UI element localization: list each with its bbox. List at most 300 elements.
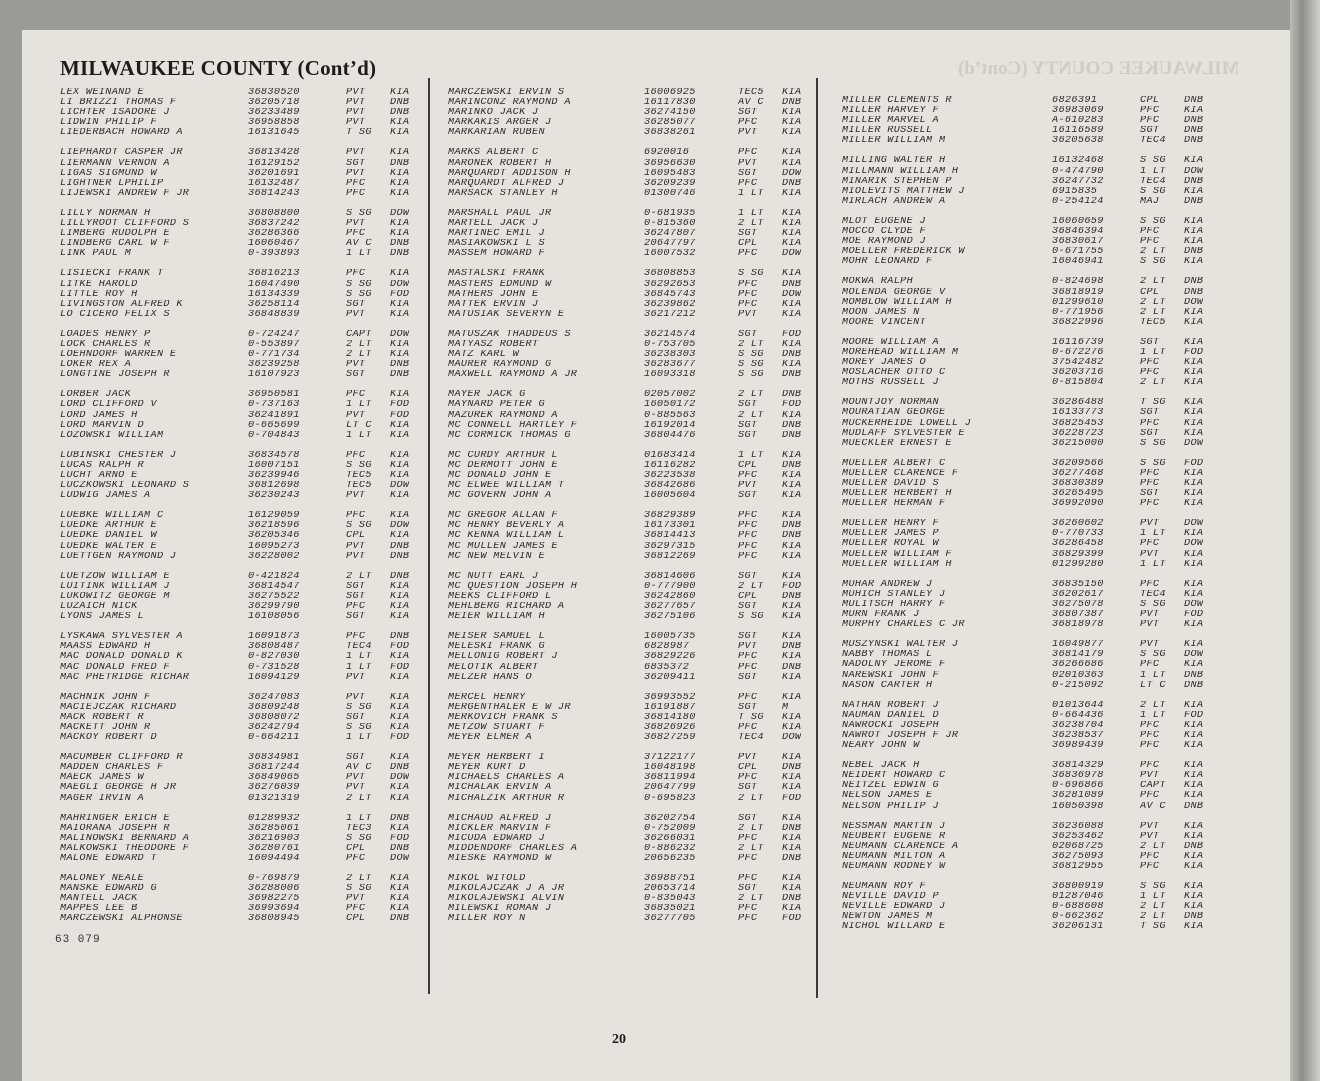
roster-row [448, 330, 801, 340]
status-code: DOW [390, 854, 410, 864]
soldier-name: MALONE EDWARD T [60, 854, 157, 864]
roster-row [448, 481, 801, 491]
roster-row [60, 703, 409, 713]
roster-row [842, 701, 1203, 711]
soldier-name: LITKE HAROLD [60, 279, 138, 290]
soldier-name: MOON JAMES N [842, 307, 920, 318]
roster-row [842, 671, 1203, 681]
soldier-name: NEARY JOHN W [842, 741, 920, 752]
soldier-name: LUITINK WILLIAM J [60, 581, 170, 592]
roster-row [842, 731, 1203, 741]
roster-row [842, 288, 1203, 298]
soldier-name: MACKETT JOHN R [60, 722, 151, 733]
serial-number: 01013644 [1052, 700, 1104, 711]
status-code: DOW [390, 521, 410, 532]
status-code: KIA [782, 269, 802, 280]
soldier-name: MUDLAFF SYLVESTER E [842, 428, 965, 439]
roster-row [842, 741, 1203, 751]
roster-row [842, 378, 1203, 388]
soldier-name: MARQUARDT ALFRED J [448, 178, 565, 189]
rank: PVT [346, 551, 366, 562]
serial-number: 6826391 [1052, 96, 1098, 106]
serial-number: 0-827030 [248, 652, 300, 663]
soldier-name: NABBY THOMAS L [842, 650, 933, 661]
status-code: DNB [1184, 247, 1204, 258]
soldier-name: MOHR LEONARD F [842, 257, 933, 268]
roster-row [842, 791, 1203, 801]
soldier-name: MOSLACHER OTTO C [842, 368, 946, 379]
rank: SGT [738, 108, 758, 119]
soldier-name: NEVILLE DAVID P [842, 892, 939, 903]
serial-number: 0-753705 [644, 339, 696, 350]
soldier-name: MUELLER WILLIAM F [842, 549, 952, 560]
serial-number: 16173301 [644, 521, 696, 532]
serial-number: 36280761 [248, 843, 300, 854]
rank: T SG [738, 712, 764, 723]
serial-number: 16134339 [248, 289, 300, 300]
roster-group [842, 398, 1203, 448]
status-code: KIA [782, 299, 802, 310]
status-code: DNB [390, 813, 410, 824]
soldier-name: LUKOWITZ GEORGE M [60, 591, 170, 602]
serial-number: 01321319 [248, 793, 300, 804]
status-code: KIA [390, 652, 410, 663]
serial-number: 0-704843 [248, 430, 300, 441]
soldier-name: MAC DONALD FRED F [60, 662, 170, 673]
status-code: DNB [782, 430, 802, 441]
roster-group [842, 580, 1203, 630]
rank: PFC [346, 904, 366, 915]
roster-row [60, 159, 409, 169]
serial-number: 01299610 [1052, 297, 1104, 308]
roster-row [60, 360, 409, 370]
rank: SGT [738, 632, 758, 643]
status-code: KIA [390, 581, 410, 592]
roster-row [60, 753, 409, 763]
roster-row [448, 511, 801, 521]
rank: AV C [1140, 801, 1166, 812]
serial-number: 16005604 [644, 491, 696, 502]
serial-number: 36838261 [644, 128, 696, 139]
rank: PFC [1140, 741, 1160, 752]
rank: S SG [346, 833, 372, 844]
rank: PVT [738, 642, 758, 653]
roster-row [60, 511, 409, 521]
status-code: KIA [390, 783, 410, 794]
rank: 1 LT [346, 249, 372, 260]
status-code: DNB [390, 571, 410, 582]
serial-number: 36238704 [1052, 720, 1104, 731]
roster-row [448, 189, 801, 199]
serial-number: 36286366 [248, 229, 300, 240]
rank: TEC4 [1140, 136, 1166, 147]
roster-row [60, 148, 409, 158]
soldier-name: MC CURDY ARTHUR L [448, 450, 558, 461]
roster-group [60, 148, 409, 198]
status-code: FOD [782, 329, 802, 340]
rank: S SG [1140, 438, 1166, 449]
soldier-name: LI BRIZZI THOMAS F [60, 98, 177, 109]
rank: SGT [738, 602, 758, 613]
status-code: KIA [390, 450, 410, 461]
roster-group [448, 330, 801, 380]
rank: PFC [346, 269, 366, 280]
roster-row [448, 219, 801, 229]
rank: SGT [738, 229, 758, 240]
page-edge [1290, 0, 1320, 1081]
serial-number: 0-665699 [248, 420, 300, 431]
rank: PFC [346, 188, 366, 199]
roster-row [448, 612, 801, 622]
status-code: FOD [390, 289, 410, 300]
serial-number: 36818919 [1052, 287, 1104, 298]
roster-row [60, 461, 409, 471]
rank: CPL [346, 914, 366, 925]
roster-row [448, 874, 801, 884]
soldier-name: NEWTON JAMES M [842, 912, 933, 923]
rank: S SG [1140, 156, 1166, 167]
serial-number: 16050398 [1052, 801, 1104, 812]
rank: PVT [1140, 821, 1160, 832]
status-code: KIA [782, 753, 802, 764]
soldier-name: LOCK CHARLES R [60, 339, 151, 350]
roster-row [842, 237, 1203, 247]
status-code: DOW [1184, 297, 1204, 308]
serial-number: 16007151 [248, 460, 300, 471]
rank: 2 LT [1140, 912, 1166, 923]
soldier-name: MC ELWEE WILLIAM T [448, 481, 565, 492]
roster-group [842, 96, 1203, 146]
serial-number: 36275522 [248, 591, 300, 602]
soldier-name: MUHAR ANDREW J [842, 579, 933, 590]
soldier-name: NEBEL JACK H [842, 761, 920, 772]
serial-number: 36247083 [248, 692, 300, 703]
status-code: KIA [1184, 549, 1204, 560]
roster-row [60, 269, 409, 279]
rank: PFC [738, 289, 758, 300]
status-code: DNB [1184, 136, 1204, 147]
serial-number: 36825453 [1052, 418, 1104, 429]
soldier-name: MAYER JACK G [448, 390, 526, 401]
status-code: KIA [390, 702, 410, 713]
status-code: KIA [1184, 337, 1204, 348]
roster-row [842, 106, 1203, 116]
soldier-name: LUETZOW WILLIAM E [60, 571, 170, 582]
serial-number: 36218596 [248, 521, 300, 532]
rank: SGT [1140, 428, 1160, 439]
soldier-name: MC DONALD JOHN E [448, 471, 552, 481]
soldier-name: MUHICH STANLEY J [842, 589, 946, 600]
serial-number: 36830617 [1052, 237, 1104, 248]
rank: 2 LT [346, 350, 372, 361]
serial-number: 36814243 [248, 188, 300, 199]
serial-number: 36215000 [1052, 438, 1104, 449]
serial-number: 36242860 [644, 591, 696, 602]
status-code: DNB [390, 541, 410, 552]
roster-row [60, 632, 409, 642]
serial-number: 36837242 [248, 219, 300, 230]
rank: S SG [738, 350, 764, 361]
rank: S SG [1140, 186, 1166, 197]
soldier-name: MUELLER HENRY F [842, 519, 939, 530]
roster-column-3 [842, 96, 1203, 943]
soldier-name: MIESKE RAYMOND W [448, 854, 552, 864]
roster-row [842, 308, 1203, 318]
roster-row [448, 169, 801, 179]
roster-row [842, 408, 1203, 418]
soldier-name: MARTINEC EMIL J [448, 229, 545, 240]
roster-group [60, 269, 409, 319]
status-code: KIA [390, 309, 410, 320]
status-code: KIA [390, 884, 410, 895]
roster-row [842, 247, 1203, 257]
serial-number: 36223538 [644, 471, 696, 481]
roster-row [448, 854, 801, 864]
status-code: DOW [1184, 539, 1204, 550]
rank: SGT [346, 612, 366, 623]
status-code: DOW [782, 168, 802, 179]
bleed-through-title: MILWAUKEE COUNTY (Cont’d) [958, 58, 1240, 79]
soldier-name: MOREY JAMES O [842, 358, 927, 369]
roster-row [842, 761, 1203, 771]
soldier-name: MERKOVICH FRANK S [448, 712, 558, 723]
soldier-name: MARSACK STANLEY H [448, 188, 558, 199]
status-code: KIA [782, 672, 802, 683]
status-code: KIA [390, 722, 410, 733]
serial-number: 16048198 [644, 763, 696, 774]
status-code: KIA [1184, 730, 1204, 741]
rank: SGT [346, 712, 366, 723]
soldier-name: LIGHTNER LPHILIP [60, 178, 164, 189]
roster-row [842, 429, 1203, 439]
roster-row [60, 239, 409, 249]
status-code: KIA [390, 612, 410, 623]
serial-number: 0-688608 [1052, 902, 1104, 913]
rank: PFC [1140, 106, 1160, 117]
serial-number: 16094129 [248, 672, 300, 683]
serial-number: 36814606 [644, 571, 696, 582]
rank: S SG [738, 269, 764, 280]
rank: 1 LT [346, 400, 372, 411]
rank: PFC [738, 521, 758, 532]
roster-group [842, 519, 1203, 569]
roster-row [448, 411, 801, 421]
soldier-name: MICHALAK ERVIN A [448, 783, 552, 794]
serial-number: 36988751 [644, 874, 696, 885]
roster-group [448, 632, 801, 682]
serial-number: 0-672276 [1052, 347, 1104, 358]
serial-number: 0-815360 [644, 219, 696, 230]
soldier-name: NEUMANN CLARENCE A [842, 841, 959, 852]
soldier-name: MARTELL JACK J [448, 219, 539, 230]
roster-row [60, 310, 409, 320]
serial-number: 16091873 [248, 632, 300, 643]
soldier-name: NAWROCKI JOSEPH [842, 720, 939, 731]
roster-row [60, 350, 409, 360]
rank: PFC [738, 531, 758, 542]
roster-row [842, 318, 1203, 328]
serial-number: 36817244 [248, 763, 300, 774]
roster-row [448, 763, 801, 773]
soldier-name: NESSMAN MARTIN J [842, 821, 946, 832]
page-title: MILWAUKEE COUNTY (Cont’d) [60, 56, 377, 80]
serial-number: 36206131 [1052, 922, 1104, 933]
roster-row [448, 673, 801, 683]
roster-group [60, 451, 409, 501]
soldier-name: LUDWIG JAMES A [60, 491, 151, 502]
status-code: KIA [1184, 559, 1204, 570]
status-code: DNB [782, 521, 802, 532]
status-code: FOD [782, 793, 802, 804]
status-code: KIA [782, 208, 802, 219]
serial-number: 01287046 [1052, 892, 1104, 903]
serial-number: 36238537 [1052, 730, 1104, 741]
rank: SGT [738, 329, 758, 340]
roster-group [60, 753, 409, 803]
soldier-name: MUCKERHEIDE LOWELL J [842, 418, 972, 429]
roster-row [842, 902, 1203, 912]
rank: AV C [738, 98, 764, 109]
soldier-name: MATTEK ERVIN J [448, 299, 539, 310]
soldier-name: MUSZYNSKI WALTER J [842, 640, 959, 651]
soldier-name: LUETTGEN RAYMOND J [60, 551, 177, 562]
roster-group [842, 822, 1203, 872]
status-code: KIA [1184, 468, 1204, 479]
serial-number: 0-824698 [1052, 277, 1104, 288]
status-code: KIA [1184, 156, 1204, 167]
status-code: KIA [390, 904, 410, 915]
status-code: KIA [1184, 398, 1204, 409]
soldier-name: MOKWA RALPH [842, 277, 914, 288]
status-code: DNB [782, 390, 802, 401]
rank: 2 LT [1140, 700, 1166, 711]
serial-number: 36201691 [248, 168, 300, 179]
soldier-name: LUCHT ARNO E [60, 471, 138, 481]
roster-row [448, 753, 801, 763]
status-code: KIA [1184, 791, 1204, 802]
rank: 1 LT [1140, 347, 1166, 358]
roster-row [448, 108, 801, 118]
soldier-name: LIGAS SIGMUND W [60, 168, 157, 179]
roster-row [60, 169, 409, 179]
serial-number: 16095483 [644, 168, 696, 179]
rank: PFC [738, 854, 758, 864]
status-code: KIA [782, 843, 802, 854]
roster-row [60, 763, 409, 773]
rank: SGT [346, 753, 366, 764]
rank: 2 LT [1140, 247, 1166, 258]
status-code: KIA [390, 350, 410, 361]
status-code: DOW [1184, 599, 1204, 610]
serial-number: 36275078 [1052, 599, 1104, 610]
roster-row [448, 461, 801, 471]
rank: SGT [346, 370, 366, 381]
soldier-name: MANTELL JACK [60, 894, 138, 905]
soldier-name: LYONS JAMES L [60, 612, 145, 623]
roster-row [448, 118, 801, 128]
soldier-name: MAZUREK RAYMOND A [448, 410, 558, 421]
soldier-name: NATHAN ROBERT J [842, 700, 939, 711]
roster-row [842, 590, 1203, 600]
roster-row [842, 167, 1203, 177]
roster-row [448, 703, 801, 713]
soldier-name: MARKS ALBERT C [448, 148, 539, 159]
soldier-name: LILLYROOT CLIFFORD S [60, 219, 190, 230]
roster-group [448, 209, 801, 259]
rank: CPL [738, 591, 758, 602]
soldier-name: MC QUESTION JOSEPH H [448, 581, 578, 592]
soldier-name: LINDBERG CARL W F [60, 239, 170, 250]
serial-number: 36958858 [248, 118, 300, 129]
status-code: DNB [782, 763, 802, 774]
status-code: KIA [390, 128, 410, 139]
status-code: KIA [782, 108, 802, 119]
soldier-name: MICHALZIK ARTHUR R [448, 793, 565, 804]
soldier-name: NEUMANN RODNEY W [842, 862, 946, 872]
serial-number: 36265495 [1052, 489, 1104, 500]
status-code: DOW [1184, 438, 1204, 449]
status-code: FOD [390, 642, 410, 653]
status-code: KIA [1184, 216, 1204, 227]
roster-row [448, 582, 801, 592]
status-code: KIA [782, 148, 802, 159]
status-code: KIA [1184, 761, 1204, 772]
soldier-name: MATUSZAK THADDEUS S [448, 329, 571, 340]
status-code: KIA [1184, 862, 1204, 872]
soldier-name: MEISER SAMUEL L [448, 632, 545, 643]
soldier-name: LIDWIN PHILIP F [60, 118, 157, 129]
status-code: KIA [782, 229, 802, 240]
status-code: DNB [782, 823, 802, 834]
soldier-name: LO CICERO FELIX S [60, 309, 170, 320]
soldier-name: LICHTER ISADORE J [60, 108, 170, 119]
serial-number: 36829389 [644, 511, 696, 522]
soldier-name: LIEPHARDT CASPER JR [60, 148, 183, 159]
status-code: KIA [782, 551, 802, 562]
serial-number: 20647797 [644, 239, 696, 250]
serial-number: 0-771734 [248, 350, 300, 361]
status-code: KIA [1184, 771, 1204, 782]
status-code: KIA [390, 823, 410, 834]
serial-number: 16093318 [644, 370, 696, 381]
roster-row [842, 842, 1203, 852]
rank: 2 LT [1140, 297, 1166, 308]
roster-row [60, 481, 409, 491]
roster-row [60, 572, 409, 582]
soldier-name: LORBER JACK [60, 390, 132, 401]
soldier-name: MAURER RAYMOND G [448, 360, 552, 371]
rank: CAPT [1140, 781, 1166, 792]
soldier-name: MIKOLAJEWSKI ALVIN [448, 894, 565, 905]
serial-number: 0-474790 [1052, 166, 1104, 177]
roster-row [842, 419, 1203, 429]
roster-row [842, 580, 1203, 590]
status-code: KIA [782, 783, 802, 794]
rank: PFC [1140, 358, 1160, 369]
soldier-name: MALONEY NEALE [60, 874, 145, 885]
roster-row [448, 814, 801, 824]
roster-row [448, 350, 801, 360]
rank: PVT [346, 108, 366, 119]
serial-number: 36835021 [644, 904, 696, 915]
soldier-name: NEIDERT HOWARD C [842, 771, 946, 782]
rank: PFC [346, 450, 366, 461]
soldier-name: MICUDA EDWARD J [448, 833, 545, 844]
status-code: DOW [1184, 650, 1204, 661]
roster-row [60, 663, 409, 673]
rank: PVT [346, 783, 366, 794]
serial-number: 36829226 [644, 652, 696, 663]
